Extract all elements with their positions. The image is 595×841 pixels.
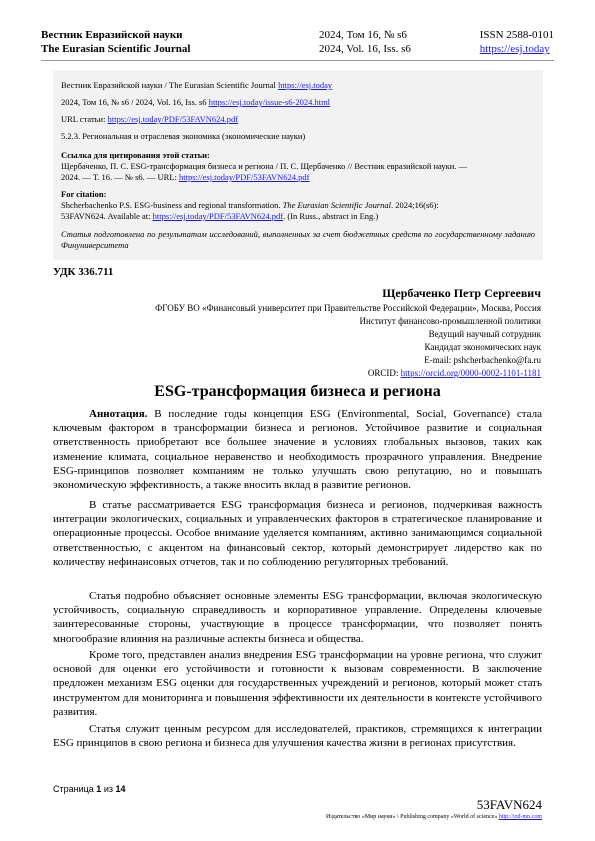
abstract-paragraph-2: В статье рассматривается ESG трансформация бизнеса и регионов, подчеркивая важность интеграции экологических, социальных и управленческих факторов в стратегическое планирование и операционные процессы. Особое внимание уделяется компаниям, активно занимающимся социальной ответственностью, с акцентом на финансовый сектор, который демонстрирует лидерство как по количеству нефинансовых отчетов, так и по соблюдению регуляторных требований. xyxy=(53,499,542,568)
journal-line-text: Вестник Евразийской науки / The Eurasian Scientific Journal xyxy=(61,80,279,90)
article-code: 53FAVN624 xyxy=(476,797,542,812)
site-link[interactable]: https://esj.today xyxy=(479,43,550,55)
cite-en-text1a: Shcherbachenko P.S. ESG-business and regional transformation. xyxy=(61,200,283,210)
orcid-label: ORCID: xyxy=(367,368,401,378)
citation-ru xyxy=(61,150,535,183)
author-orcid xyxy=(121,368,541,379)
issue-line-text: 2024, Том 16, № s6 / 2024, Vol. 16, Iss. s6 xyxy=(61,97,209,107)
issue-ru: 2024, Том 16, № s6 xyxy=(319,29,407,41)
cite-en-journal: The Eurasian Scientific Journal xyxy=(282,200,392,210)
abstract-label: Аннотация. xyxy=(89,408,148,420)
infobox-journal-line xyxy=(61,80,535,91)
citation-infobox xyxy=(53,70,543,260)
abstract-paragraph-3: Статья подробно объясняет основные элементы ESG трансформации, включая экологическую устойчивость, социальную справедливость и корпоративное управление. Определены ключевые заинтересованные стороны, участвующие в процессе трансформации, что позволяет понять многообразие влияния на различные аспекты бизнеса и общества. xyxy=(53,590,542,645)
cite-ru-heading: Ссылка для цитирования этой статьи: xyxy=(61,150,210,160)
header-divider xyxy=(41,60,554,61)
page-number: 1 xyxy=(96,784,102,794)
issn-block xyxy=(480,28,554,56)
orcid-link[interactable]: https://orcid.org/0000-0002-1101-1181 xyxy=(400,368,541,378)
cite-en-text2a: 53FAVN624. Available at: xyxy=(61,211,153,221)
citation-en xyxy=(61,189,535,222)
publisher-link[interactable]: http://izd-mn.com xyxy=(498,814,542,820)
cite-ru-text2: 2024. — Т. 16. — № s6. — URL: xyxy=(61,172,179,182)
cite-ru-text1: Щербаченко, П. С. ESG-трансформация бизнеса и региона / П. С. Щербаченко // Вестник евразийской науки. — xyxy=(61,161,468,171)
journal-name-ru: Вестник Евразийской науки xyxy=(41,29,183,41)
publisher-text: Издательство «Мир науки» \ Publishing company «World of science» xyxy=(326,814,499,820)
author-affiliation: ФГОБУ ВО «Финансовый университет при Правительстве Российской Федерации», Москва, Россия xyxy=(155,303,541,313)
article-title: ESG-трансформация бизнеса и региона xyxy=(154,383,441,400)
publisher-line xyxy=(326,814,542,820)
journal-name xyxy=(41,28,190,56)
udk-code: УДК 336.711 xyxy=(53,266,114,278)
url-label: URL статьи: xyxy=(61,114,108,124)
issue-link[interactable]: https://esj.today/issue-s6-2024.html xyxy=(208,97,331,107)
article-url-link[interactable]: https://esj.today/PDF/53FAVN624.pdf xyxy=(107,114,239,124)
author-degree: Кандидат экономических наук xyxy=(424,342,541,352)
abstract-p1-text: В последние годы концепция ESG (Environmental, Social, Governance) стала ключевым фактором в трансформации бизнеса и регионов. Устойчивое развитие и социальная ответственность приобретают все большее значение в условиях глобальных вызовов, таких как изменение климата, социальное неравенство и необходимость прозрачного управления. Внедрение ESG-принципов позволяет компаниям не только улучшать свою репутацию, но и повышать экономическую эффективность, а также вносить вклад в развитие регионов. xyxy=(53,408,542,492)
page-header xyxy=(41,28,554,58)
author-position: Ведущий научный сотрудник xyxy=(428,329,541,339)
page-prefix: Страница xyxy=(53,784,97,794)
issn: ISSN 2588-0101 xyxy=(479,29,554,41)
abstract-paragraph-5: Статья служит ценным ресурсом для исследователей, практиков, стремящихся к интеграции ESG принципов в свою региона и бизнеса для улучшения качества жизни в регионах присутствия. xyxy=(53,723,542,750)
issue-info xyxy=(319,28,411,56)
cite-en-text1b: . 2024;16(s6): xyxy=(391,200,439,210)
page-total: 14 xyxy=(115,784,126,794)
cite-ru-link[interactable]: https://esj.today/PDF/53FAVN624.pdf xyxy=(179,172,310,182)
author-email: E-mail: pshcherbachenko@fa.ru xyxy=(424,355,541,365)
cite-en-text2b: . (In Russ., abstract in Eng.) xyxy=(283,211,379,221)
issue-en: 2024, Vol. 16, Iss. s6 xyxy=(319,43,411,55)
funding-note: Статья подготовлена по результатам исследований, выполненных за счет бюджетных средств по государственному заданию Финуниверситета xyxy=(61,229,535,250)
cite-en-heading: For citation: xyxy=(61,189,107,199)
abstract-paragraph-4: Кроме того, представлен анализ внедрения ESG трансформации на уровне региона, что служит основой для оценки его устойчивости и готовности к вызовам современности. В заключение предложен механизм ESG оценки для государственных учреждений и регионов, который может стать инструментом для мониторинга и повышения эффективности их деятельности в контексте устойчивого развития. xyxy=(53,649,542,718)
page-mid: из xyxy=(101,784,116,794)
page-counter xyxy=(53,784,125,794)
infobox-rubric: 5.2.3. Региональная и отраслевая экономика (экономические науки) xyxy=(61,131,306,141)
cite-en-link[interactable]: https://esj.today/PDF/53FAVN624.pdf xyxy=(152,211,284,221)
author-institute: Институт финансово-промышленной политики xyxy=(359,316,541,326)
journal-name-en: The Eurasian Scientific Journal xyxy=(41,43,191,55)
infobox-url-line xyxy=(61,114,535,125)
infobox-issue-line xyxy=(61,97,535,108)
journal-link[interactable]: https://esj.today xyxy=(278,80,333,90)
abstract-paragraph-1 xyxy=(53,407,542,492)
author-name: Щербаченко Петр Сергеевич xyxy=(382,286,541,300)
